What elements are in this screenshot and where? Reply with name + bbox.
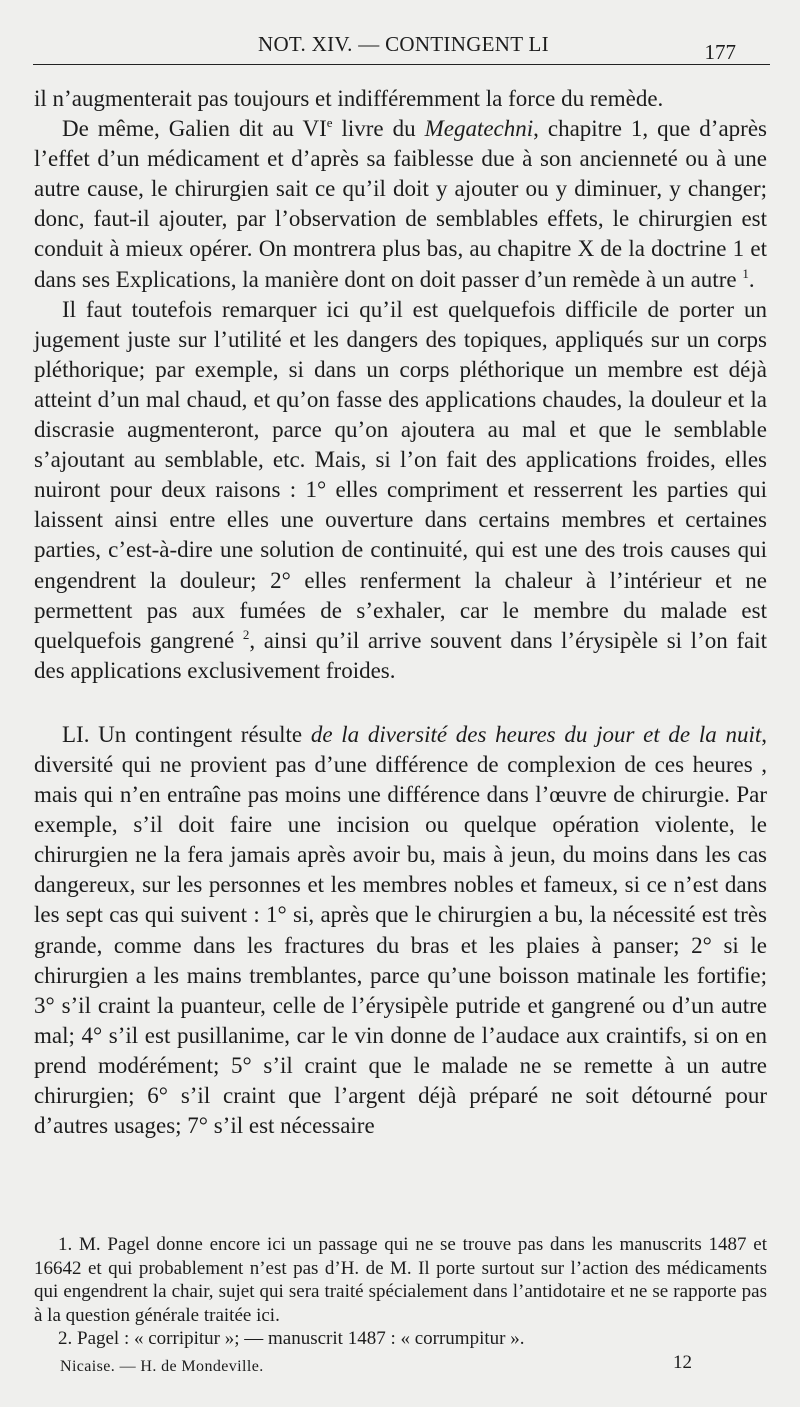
footnote-ref-1: 1 <box>742 265 749 281</box>
paragraph-text: il n’augmenterait pas toujours et indifféremment la force du remède. <box>34 86 664 111</box>
superscript: e <box>326 115 333 131</box>
book-title: Megatechni <box>424 116 534 142</box>
sheet-number: 12 <box>673 1352 692 1373</box>
running-head-title: NOT. XIV. — CONTINGENT LI <box>258 32 549 56</box>
paragraph-text: . <box>748 266 755 292</box>
paragraph-continuation <box>34 84 767 114</box>
header-rule <box>33 64 770 65</box>
footnotes <box>34 1233 767 1351</box>
body-text <box>34 84 767 1141</box>
page-number: 177 <box>704 40 736 64</box>
paragraph-text: , ainsi qu’il arrive souvent dans l’érysipèle si l’on fait des applications exclusivement froides. <box>34 627 767 683</box>
printer-signature: Nicaise. — H. de Mondeville. <box>60 1358 264 1375</box>
section-li <box>34 720 767 1141</box>
paragraph-text: Il faut toutefois remarquer ici qu’il est quelquefois difficile de porter un jugement juste sur l’utilité et les dangers des topiques, appliqués sur un corps pléthorique; par exemple, si dans un corps pléthorique un membre est déjà atteint d’un mal chaud, et qu’on fasse des applications chaudes, la douleur et la discrasie augmenteront, parce qu’on ajoutera au mal et que le semblable s’ajoutant au semblable, etc. Mais, si l’on fait des applications froides, elles nuiront pour deux raisons : 1° elles compriment et resserrent les parties qui laissent ainsi entre elles une ouverture dans certains membres et certaines parties, c’est-à-dire une solution de continuité, qui est une des trois causes qui engendrent la douleur; 2° elles renferment la chaleur à l’intérieur et ne permettent pas aux fumées de s’exhaler, car le membre du malade est quelquefois gangrené <box>34 296 767 653</box>
paragraph-text: De même, Galien dit au VI <box>62 116 327 142</box>
footnote-ref-2: 2 <box>242 626 250 642</box>
footnote-1: 1. M. Pagel donne encore ici un passage qui ne se trouve pas dans les manuscrits 1487 et 16642 et qui probablement n’est pas d’H. de M. Il porte surtout sur l’action des médicaments qui engendrent la chair, sujet qui sera traité spécialement dans l’antidotaire et ne se rapporte pas à la question générale traitée ici. <box>34 1234 767 1326</box>
paragraph-text: , chapitre 1, que d’après l’effet d’un médicament et d’après sa faiblesse due à son ancienneté ou à une autre cause, le chirurgien sait ce qu’il doit y ajouter ou y diminuer, y changer; donc, faut-il ajouter, par l’observation de semblables effets, le chirurgien est conduit à mieux opérer. On montrera plus bas, au chapitre X de la doctrine 1 et dans ses Explications, la manière dont on doit passer d’un remède à un autre <box>34 116 767 292</box>
emphasis-text: de la diversité des heures du jour et de la nuit <box>310 721 762 747</box>
footnote-2: 2. Pagel : « corripitur »; — manuscrit 1487 : « corrumpitur ». <box>58 1328 525 1349</box>
paragraph-galien <box>34 114 767 295</box>
paragraph-text: , diversité qui ne provient pas d’une différence de complexion de ces heures , mais qui n’en entraîne pas moins une différence dans l’œuvre de chirurgie. Par exemple, s’il doit faire une incision ou quelque opération violente, le chirurgien ne la fera jamais après avoir bu, mais à jeun, du moins dans les cas dangereux, sur les personnes et les membres nobles et fameux, si ce n’est dans les sept cas qui suivent : 1° si, après que le chirurgien a bu, la nécessité est très grande, comme dans les fractures du bras et les plaies à panser; 2° si le chirurgien a les mains tremblantes, parce qu’une boisson matinale les fortifie; 3° s’il craint la puanteur, celle de l’érysipèle putride et gangrené ou d’un autre mal; 4° s’il est pusillanime, car le vin donne de l’audace aux craintifs, si on en prend modérément; 5° s’il craint que le malade ne se remette à un autre chirurgien; 6° s’il craint que l’argent déjà préparé ne soit détourné pour d’autres usages; 7° s’il est nécessaire <box>34 721 767 1139</box>
paragraph-topiques <box>34 295 767 686</box>
paragraph-text: livre du <box>332 116 425 142</box>
paragraph-text: LI. Un contingent résulte <box>62 721 311 747</box>
running-head <box>30 30 770 64</box>
